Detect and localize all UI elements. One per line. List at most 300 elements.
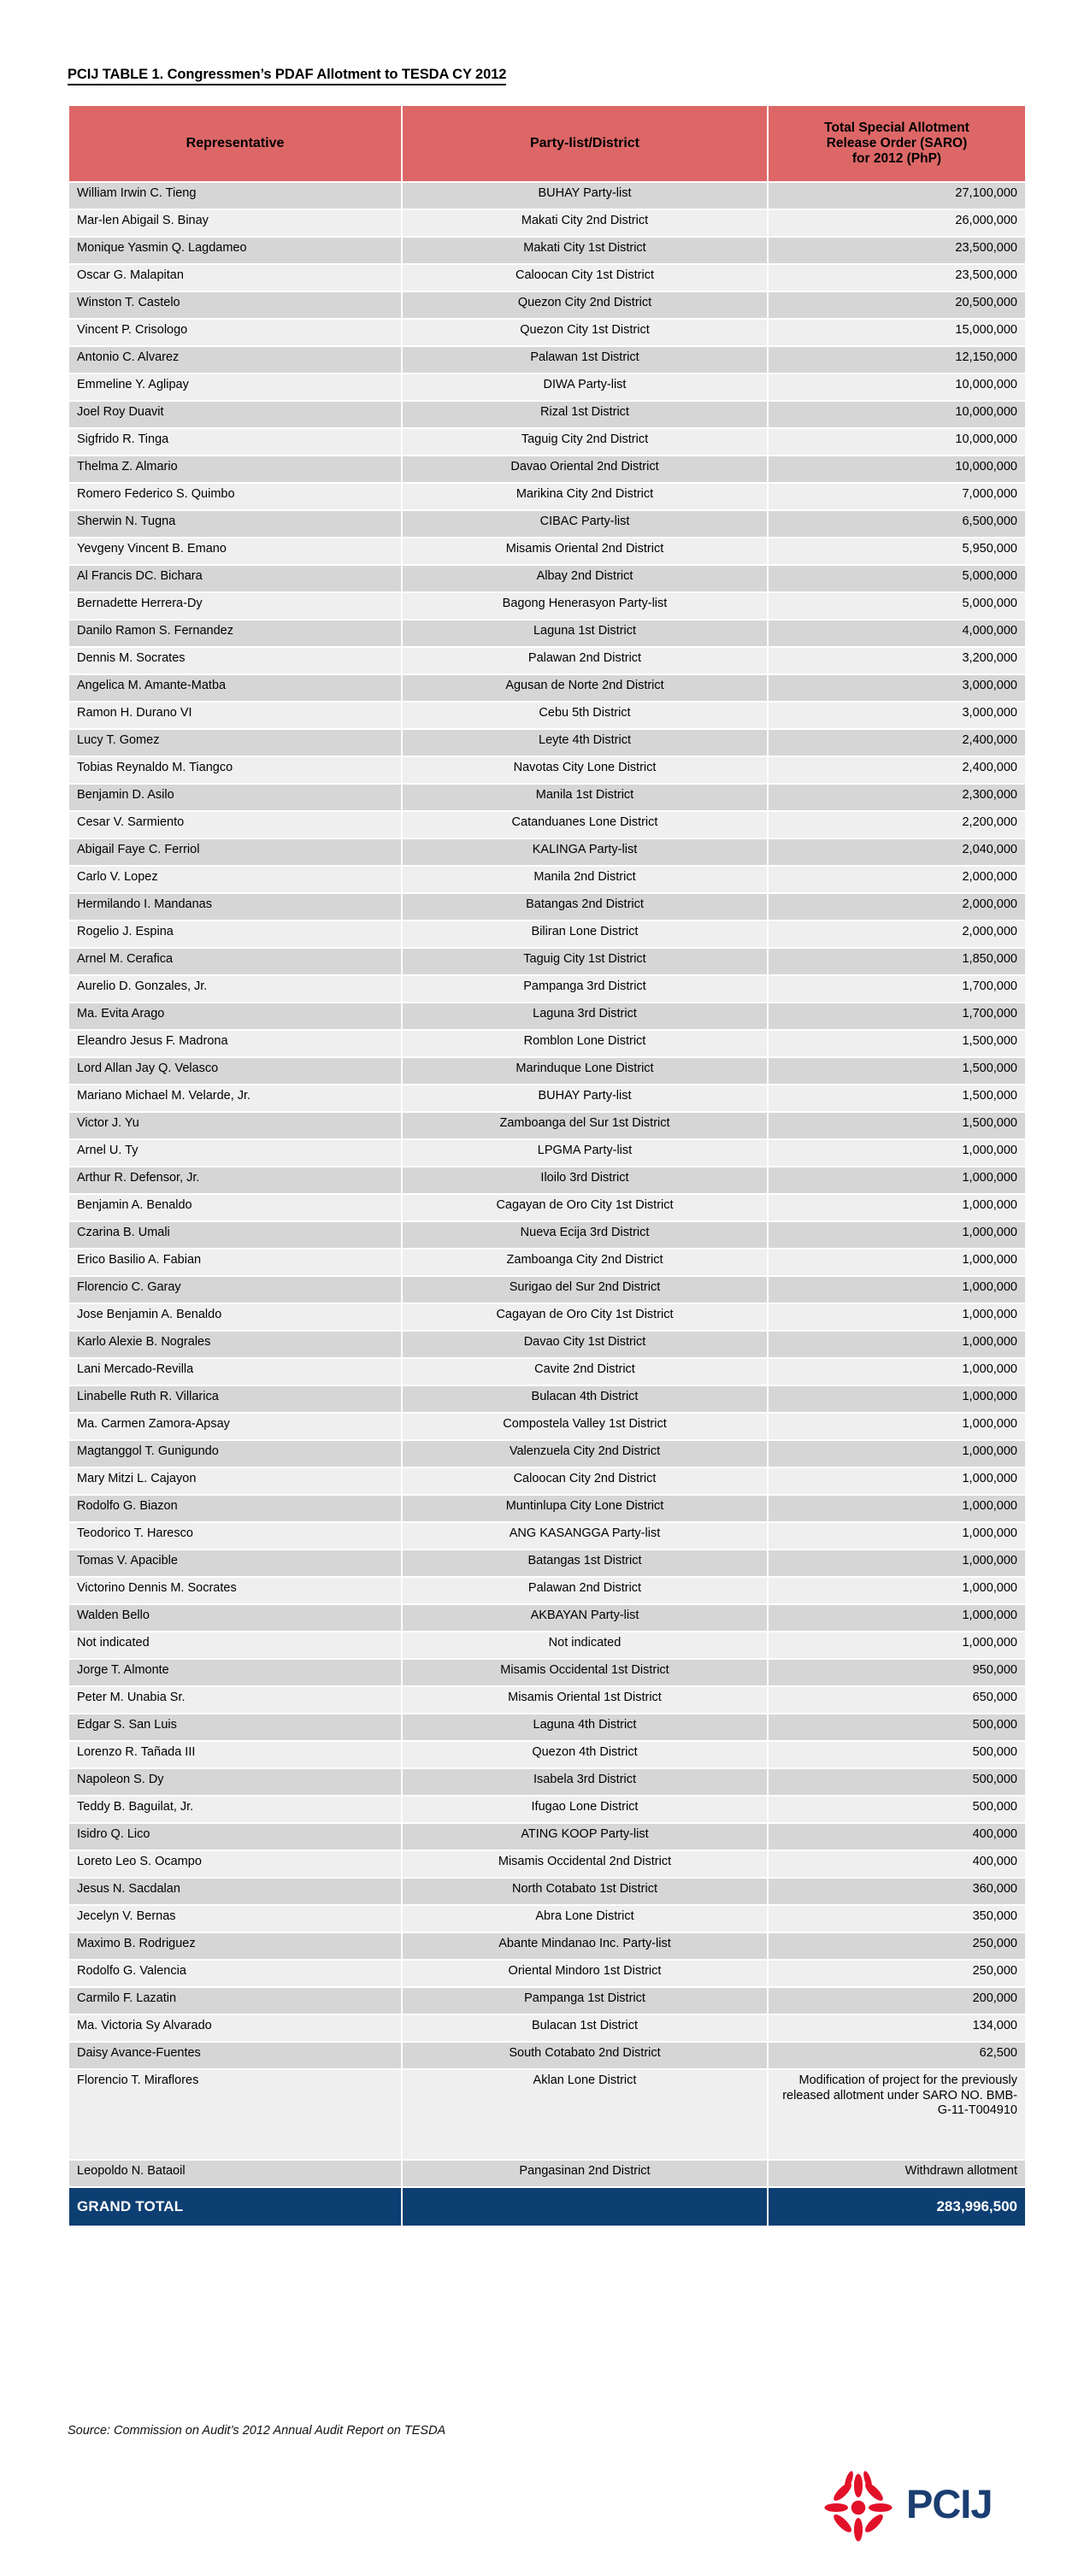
cell-district: Makati City 2nd District bbox=[403, 210, 767, 236]
table-row bbox=[69, 1742, 1025, 1767]
table-header bbox=[69, 106, 1025, 181]
table-row bbox=[69, 1222, 1025, 1248]
cell-representative: Vincent P. Crisologo bbox=[69, 320, 401, 345]
table-row bbox=[69, 1140, 1025, 1166]
table-row bbox=[69, 1687, 1025, 1713]
cell-amount: 400,000 bbox=[769, 1851, 1025, 1877]
cell-amount: 3,000,000 bbox=[769, 675, 1025, 701]
table-row bbox=[69, 976, 1025, 1002]
cell-district: Valenzuela City 2nd District bbox=[403, 1441, 767, 1467]
table-row bbox=[69, 484, 1025, 509]
cell-district: Isabela 3rd District bbox=[403, 1769, 767, 1795]
cell-representative: Benjamin A. Benaldo bbox=[69, 1195, 401, 1220]
cell-district: ANG KASANGGA Party-list bbox=[403, 1523, 767, 1549]
cell-representative: Victorino Dennis M. Socrates bbox=[69, 1578, 401, 1603]
cell-amount: 1,000,000 bbox=[769, 1632, 1025, 1658]
cell-representative: Arnel M. Cerafica bbox=[69, 949, 401, 974]
table-row bbox=[69, 1523, 1025, 1549]
table-row bbox=[69, 320, 1025, 345]
table-row bbox=[69, 1167, 1025, 1193]
cell-district: Navotas City Lone District bbox=[403, 757, 767, 783]
cell-amount: 1,500,000 bbox=[769, 1113, 1025, 1138]
cell-amount: 1,000,000 bbox=[769, 1250, 1025, 1275]
table-row bbox=[69, 1933, 1025, 1959]
cell-amount: 10,000,000 bbox=[769, 374, 1025, 400]
table-row bbox=[69, 1660, 1025, 1685]
cell-district: Caloocan City 2nd District bbox=[403, 1468, 767, 1494]
cell-amount: 1,000,000 bbox=[769, 1523, 1025, 1549]
cell-amount: 500,000 bbox=[769, 1742, 1025, 1767]
cell-representative: Aurelio D. Gonzales, Jr. bbox=[69, 976, 401, 1002]
cell-district: BUHAY Party-list bbox=[403, 1085, 767, 1111]
cell-district: Agusan de Norte 2nd District bbox=[403, 675, 767, 701]
cell-amount: 360,000 bbox=[769, 1879, 1025, 1904]
column-header-amount-line3: for 2012 (PhP) bbox=[851, 151, 942, 167]
cell-representative: Linabelle Ruth R. Villarica bbox=[69, 1386, 401, 1412]
cell-amount: 1,700,000 bbox=[769, 1003, 1025, 1029]
table-row bbox=[69, 183, 1025, 209]
cell-district: BUHAY Party-list bbox=[403, 183, 767, 209]
cell-representative: Florencio C. Garay bbox=[69, 1277, 401, 1303]
table-body bbox=[69, 183, 1025, 2186]
cell-representative: Bernadette Herrera-Dy bbox=[69, 593, 401, 619]
cell-amount: 2,300,000 bbox=[769, 785, 1025, 810]
cell-representative: Not indicated bbox=[69, 1632, 401, 1658]
cell-district: Misamis Occidental 1st District bbox=[403, 1660, 767, 1685]
cell-amount: 400,000 bbox=[769, 1824, 1025, 1850]
table-row bbox=[69, 1359, 1025, 1385]
column-header-amount-line2: Release Order (SARO) bbox=[826, 135, 968, 150]
cell-amount: 1,850,000 bbox=[769, 949, 1025, 974]
cell-amount: 1,000,000 bbox=[769, 1304, 1025, 1330]
cell-amount: 2,000,000 bbox=[769, 867, 1025, 892]
cell-amount: 1,700,000 bbox=[769, 976, 1025, 1002]
cell-district: Iloilo 3rd District bbox=[403, 1167, 767, 1193]
table-row bbox=[69, 456, 1025, 482]
table-row bbox=[69, 2070, 1025, 2159]
cell-district: Rizal 1st District bbox=[403, 402, 767, 427]
cell-amount: 250,000 bbox=[769, 1961, 1025, 1986]
table-row bbox=[69, 1277, 1025, 1303]
cell-representative: William Irwin C. Tieng bbox=[69, 183, 401, 209]
table-row bbox=[69, 1113, 1025, 1138]
cell-representative: Napoleon S. Dy bbox=[69, 1769, 401, 1795]
table-row bbox=[69, 1550, 1025, 1576]
cell-representative: Peter M. Unabia Sr. bbox=[69, 1687, 401, 1713]
cell-amount: 7,000,000 bbox=[769, 484, 1025, 509]
cell-district: Marikina City 2nd District bbox=[403, 484, 767, 509]
cell-district: Not indicated bbox=[403, 1632, 767, 1658]
cell-representative: Mary Mitzi L. Cajayon bbox=[69, 1468, 401, 1494]
table-row bbox=[69, 1386, 1025, 1412]
cell-district: Cagayan de Oro City 1st District bbox=[403, 1195, 767, 1220]
cell-amount: 1,000,000 bbox=[769, 1277, 1025, 1303]
table-row bbox=[69, 1332, 1025, 1357]
cell-district: Biliran Lone District bbox=[403, 921, 767, 947]
cell-representative: Eleandro Jesus F. Madrona bbox=[69, 1031, 401, 1056]
cell-amount: 2,400,000 bbox=[769, 730, 1025, 756]
cell-amount: 1,000,000 bbox=[769, 1195, 1025, 1220]
table-row bbox=[69, 1414, 1025, 1439]
table-footer bbox=[69, 2188, 1025, 2226]
cell-representative: Hermilando I. Mandanas bbox=[69, 894, 401, 920]
cell-amount: 2,000,000 bbox=[769, 894, 1025, 920]
table-row bbox=[69, 210, 1025, 236]
table-row bbox=[69, 867, 1025, 892]
cell-district: Batangas 2nd District bbox=[403, 894, 767, 920]
cell-amount: 200,000 bbox=[769, 1988, 1025, 2014]
cell-representative: Victor J. Yu bbox=[69, 1113, 401, 1138]
cell-amount: Modification of project for the previously released allotment under SARO NO. BMB-G-11-T004910 bbox=[769, 2070, 1025, 2159]
cell-district: Marinduque Lone District bbox=[403, 1058, 767, 1084]
cell-representative: Rodolfo G. Biazon bbox=[69, 1496, 401, 1521]
cell-amount: 2,200,000 bbox=[769, 812, 1025, 838]
cell-district: Quezon City 1st District bbox=[403, 320, 767, 345]
cell-amount: 1,000,000 bbox=[769, 1468, 1025, 1494]
cell-representative: Isidro Q. Lico bbox=[69, 1824, 401, 1850]
cell-amount: 500,000 bbox=[769, 1769, 1025, 1795]
cell-district: Bulacan 1st District bbox=[403, 2015, 767, 2041]
cell-representative: Carmilo F. Lazatin bbox=[69, 1988, 401, 2014]
cell-district: Ifugao Lone District bbox=[403, 1797, 767, 1822]
cell-district: Aklan Lone District bbox=[403, 2070, 767, 2159]
cell-representative: Thelma Z. Almario bbox=[69, 456, 401, 482]
cell-representative: Arnel U. Ty bbox=[69, 1140, 401, 1166]
table-row bbox=[69, 402, 1025, 427]
cell-representative: Arthur R. Defensor, Jr. bbox=[69, 1167, 401, 1193]
cell-representative: Maximo B. Rodriguez bbox=[69, 1933, 401, 1959]
table-row bbox=[69, 1058, 1025, 1084]
cell-district: South Cotabato 2nd District bbox=[403, 2043, 767, 2068]
cell-amount: 20,500,000 bbox=[769, 292, 1025, 318]
table-row bbox=[69, 1496, 1025, 1521]
cell-representative: Lucy T. Gomez bbox=[69, 730, 401, 756]
table-row bbox=[69, 1085, 1025, 1111]
cell-representative: Mariano Michael M. Velarde, Jr. bbox=[69, 1085, 401, 1111]
cell-representative: Jecelyn V. Bernas bbox=[69, 1906, 401, 1932]
cell-district: Cavite 2nd District bbox=[403, 1359, 767, 1385]
cell-district: Quezon 4th District bbox=[403, 1742, 767, 1767]
cell-amount: 1,000,000 bbox=[769, 1167, 1025, 1193]
cell-representative: Jorge T. Almonte bbox=[69, 1660, 401, 1685]
table-row bbox=[69, 429, 1025, 455]
cell-amount: 1,000,000 bbox=[769, 1550, 1025, 1576]
cell-representative: Danilo Ramon S. Fernandez bbox=[69, 620, 401, 646]
table-row bbox=[69, 1578, 1025, 1603]
table-row bbox=[69, 1195, 1025, 1220]
pdaf-table-container bbox=[68, 104, 1023, 2227]
cell-district: Palawan 2nd District bbox=[403, 1578, 767, 1603]
cell-district: Misamis Oriental 2nd District bbox=[403, 538, 767, 564]
cell-district: Laguna 1st District bbox=[403, 620, 767, 646]
table-row bbox=[69, 538, 1025, 564]
cell-representative: Monique Yasmin Q. Lagdameo bbox=[69, 238, 401, 263]
table-row bbox=[69, 757, 1025, 783]
table-row bbox=[69, 1250, 1025, 1275]
cell-amount: 62,500 bbox=[769, 2043, 1025, 2068]
cell-district: Muntinlupa City Lone District bbox=[403, 1496, 767, 1521]
table-row bbox=[69, 1632, 1025, 1658]
cell-district: Misamis Occidental 2nd District bbox=[403, 1851, 767, 1877]
column-header-amount bbox=[769, 106, 1025, 181]
cell-district: Misamis Oriental 1st District bbox=[403, 1687, 767, 1713]
grand-total-label: GRAND TOTAL bbox=[69, 2188, 401, 2226]
cell-amount: 500,000 bbox=[769, 1714, 1025, 1740]
cell-representative: Loreto Leo S. Ocampo bbox=[69, 1851, 401, 1877]
cell-amount: 23,500,000 bbox=[769, 265, 1025, 291]
cell-representative: Dennis M. Socrates bbox=[69, 648, 401, 673]
table-row bbox=[69, 1441, 1025, 1467]
cell-representative: Mar-len Abigail S. Binay bbox=[69, 210, 401, 236]
cell-district: Laguna 4th District bbox=[403, 1714, 767, 1740]
table-row bbox=[69, 566, 1025, 591]
cell-amount: 1,000,000 bbox=[769, 1140, 1025, 1166]
cell-representative: Antonio C. Alvarez bbox=[69, 347, 401, 373]
table-row bbox=[69, 1605, 1025, 1631]
table-row bbox=[69, 703, 1025, 728]
table-row bbox=[69, 1003, 1025, 1029]
cell-representative: Edgar S. San Luis bbox=[69, 1714, 401, 1740]
cell-representative: Magtanggol T. Gunigundo bbox=[69, 1441, 401, 1467]
table-row bbox=[69, 292, 1025, 318]
cell-district: Pampanga 1st District bbox=[403, 1988, 767, 2014]
table-row bbox=[69, 1797, 1025, 1822]
cell-amount: 5,000,000 bbox=[769, 593, 1025, 619]
cell-representative: Oscar G. Malapitan bbox=[69, 265, 401, 291]
table-row bbox=[69, 1468, 1025, 1494]
table-row bbox=[69, 1879, 1025, 1904]
cell-amount: 5,000,000 bbox=[769, 566, 1025, 591]
cell-district: Bagong Henerasyon Party-list bbox=[403, 593, 767, 619]
table-row bbox=[69, 1714, 1025, 1740]
table-row bbox=[69, 921, 1025, 947]
cell-amount: 6,500,000 bbox=[769, 511, 1025, 537]
cell-district: Surigao del Sur 2nd District bbox=[403, 1277, 767, 1303]
table-row bbox=[69, 785, 1025, 810]
cell-district: Batangas 1st District bbox=[403, 1550, 767, 1576]
cell-representative: Czarina B. Umali bbox=[69, 1222, 401, 1248]
cell-representative: Joel Roy Duavit bbox=[69, 402, 401, 427]
cell-amount: 3,200,000 bbox=[769, 648, 1025, 673]
cell-amount: 1,500,000 bbox=[769, 1058, 1025, 1084]
cell-amount: 12,150,000 bbox=[769, 347, 1025, 373]
header-row bbox=[69, 106, 1025, 181]
cell-representative: Walden Bello bbox=[69, 1605, 401, 1631]
cell-representative: Carlo V. Lopez bbox=[69, 867, 401, 892]
grand-total-spacer bbox=[403, 2188, 767, 2226]
cell-representative: Ramon H. Durano VI bbox=[69, 703, 401, 728]
cell-representative: Sherwin N. Tugna bbox=[69, 511, 401, 537]
table-row bbox=[69, 1988, 1025, 2014]
table-row bbox=[69, 812, 1025, 838]
cell-amount: 1,000,000 bbox=[769, 1222, 1025, 1248]
cell-representative: Winston T. Castelo bbox=[69, 292, 401, 318]
cell-amount: 3,000,000 bbox=[769, 703, 1025, 728]
grand-total-row bbox=[69, 2188, 1025, 2226]
cell-district: Quezon City 2nd District bbox=[403, 292, 767, 318]
table-row bbox=[69, 1906, 1025, 1932]
cell-amount: 250,000 bbox=[769, 1933, 1025, 1959]
cell-representative: Ma. Evita Arago bbox=[69, 1003, 401, 1029]
table-row bbox=[69, 265, 1025, 291]
cell-amount: 4,000,000 bbox=[769, 620, 1025, 646]
pdaf-allotment-table bbox=[68, 104, 1027, 2227]
cell-amount: 950,000 bbox=[769, 1660, 1025, 1685]
cell-amount: 2,400,000 bbox=[769, 757, 1025, 783]
cell-district: Davao City 1st District bbox=[403, 1332, 767, 1357]
cell-district: Manila 2nd District bbox=[403, 867, 767, 892]
cell-amount: 1,500,000 bbox=[769, 1085, 1025, 1111]
cell-amount: Withdrawn allotment bbox=[769, 2161, 1025, 2186]
cell-amount: 134,000 bbox=[769, 2015, 1025, 2041]
cell-district: CIBAC Party-list bbox=[403, 511, 767, 537]
cell-district: North Cotabato 1st District bbox=[403, 1879, 767, 1904]
cell-district: Albay 2nd District bbox=[403, 566, 767, 591]
cell-amount: 1,000,000 bbox=[769, 1414, 1025, 1439]
cell-amount: 5,950,000 bbox=[769, 538, 1025, 564]
cell-district: Zamboanga City 2nd District bbox=[403, 1250, 767, 1275]
cell-amount: 10,000,000 bbox=[769, 429, 1025, 455]
cell-representative: Teddy B. Baguilat, Jr. bbox=[69, 1797, 401, 1822]
cell-representative: Tomas V. Apacible bbox=[69, 1550, 401, 1576]
pcij-logo-text: PCIJ bbox=[906, 2481, 993, 2526]
cell-district: Laguna 3rd District bbox=[403, 1003, 767, 1029]
cell-district: Manila 1st District bbox=[403, 785, 767, 810]
cell-representative: Romero Federico S. Quimbo bbox=[69, 484, 401, 509]
cell-representative: Rodolfo G. Valencia bbox=[69, 1961, 401, 1986]
cell-amount: 1,000,000 bbox=[769, 1359, 1025, 1385]
column-header-amount-line1: Total Special Allotment bbox=[824, 120, 969, 135]
cell-representative: Erico Basilio A. Fabian bbox=[69, 1250, 401, 1275]
column-header-representative: Representative bbox=[69, 106, 401, 181]
cell-amount: 1,000,000 bbox=[769, 1332, 1025, 1357]
cell-representative: Cesar V. Sarmiento bbox=[69, 812, 401, 838]
table-row bbox=[69, 1031, 1025, 1056]
cell-representative: Ma. Victoria Sy Alvarado bbox=[69, 2015, 401, 2041]
cell-representative: Rogelio J. Espina bbox=[69, 921, 401, 947]
source-note: Source: Commission on Audit’s 2012 Annual Audit Report on TESDA bbox=[68, 2424, 446, 2438]
table-row bbox=[69, 675, 1025, 701]
table-row bbox=[69, 347, 1025, 373]
grand-total-amount: 283,996,500 bbox=[769, 2188, 1025, 2226]
cell-representative: Angelica M. Amante-Matba bbox=[69, 675, 401, 701]
table-row bbox=[69, 620, 1025, 646]
cell-amount: 650,000 bbox=[769, 1687, 1025, 1713]
cell-representative: Teodorico T. Haresco bbox=[69, 1523, 401, 1549]
cell-amount: 1,000,000 bbox=[769, 1496, 1025, 1521]
cell-amount: 1,500,000 bbox=[769, 1031, 1025, 1056]
table-row bbox=[69, 949, 1025, 974]
cell-district: Pangasinan 2nd District bbox=[403, 2161, 767, 2186]
cell-district: Nueva Ecija 3rd District bbox=[403, 1222, 767, 1248]
cell-representative: Lord Allan Jay Q. Velasco bbox=[69, 1058, 401, 1084]
cell-district: Davao Oriental 2nd District bbox=[403, 456, 767, 482]
table-row bbox=[69, 1304, 1025, 1330]
cell-district: Pampanga 3rd District bbox=[403, 976, 767, 1002]
cell-representative: Sigfrido R. Tinga bbox=[69, 429, 401, 455]
table-row bbox=[69, 2043, 1025, 2068]
cell-representative: Ma. Carmen Zamora-Apsay bbox=[69, 1414, 401, 1439]
cell-district: Oriental Mindoro 1st District bbox=[403, 1961, 767, 1986]
cell-district: Palawan 2nd District bbox=[403, 648, 767, 673]
cell-district: Catanduanes Lone District bbox=[403, 812, 767, 838]
cell-district: Bulacan 4th District bbox=[403, 1386, 767, 1412]
cell-amount: 10,000,000 bbox=[769, 402, 1025, 427]
cell-district: Caloocan City 1st District bbox=[403, 265, 767, 291]
table-row bbox=[69, 1961, 1025, 1986]
table-row bbox=[69, 839, 1025, 865]
table-row bbox=[69, 894, 1025, 920]
cell-district: Makati City 1st District bbox=[403, 238, 767, 263]
cell-amount: 27,100,000 bbox=[769, 183, 1025, 209]
cell-district: LPGMA Party-list bbox=[403, 1140, 767, 1166]
cell-amount: 26,000,000 bbox=[769, 210, 1025, 236]
cell-district: Compostela Valley 1st District bbox=[403, 1414, 767, 1439]
cell-representative: Florencio T. Miraflores bbox=[69, 2070, 401, 2159]
cell-district: Cebu 5th District bbox=[403, 703, 767, 728]
table-row bbox=[69, 2161, 1025, 2186]
page-title-container bbox=[68, 67, 506, 85]
cell-amount: 15,000,000 bbox=[769, 320, 1025, 345]
cell-amount: 1,000,000 bbox=[769, 1441, 1025, 1467]
cell-representative: Lorenzo R. Tañada III bbox=[69, 1742, 401, 1767]
cell-amount: 1,000,000 bbox=[769, 1578, 1025, 1603]
cell-representative: Tobias Reynaldo M. Tiangco bbox=[69, 757, 401, 783]
cell-amount: 500,000 bbox=[769, 1797, 1025, 1822]
cell-district: KALINGA Party-list bbox=[403, 839, 767, 865]
pcij-starburst-icon bbox=[819, 2468, 898, 2547]
table-row bbox=[69, 511, 1025, 537]
column-header-district: Party-list/District bbox=[403, 106, 767, 181]
cell-representative: Abigail Faye C. Ferriol bbox=[69, 839, 401, 865]
table-row bbox=[69, 2015, 1025, 2041]
cell-district: ATING KOOP Party-list bbox=[403, 1824, 767, 1850]
cell-representative: Emmeline Y. Aglipay bbox=[69, 374, 401, 400]
cell-amount: 2,040,000 bbox=[769, 839, 1025, 865]
cell-representative: Yevgeny Vincent B. Emano bbox=[69, 538, 401, 564]
table-row bbox=[69, 238, 1025, 263]
cell-representative: Daisy Avance-Fuentes bbox=[69, 2043, 401, 2068]
cell-district: Abante Mindanao Inc. Party-list bbox=[403, 1933, 767, 1959]
cell-district: DIWA Party-list bbox=[403, 374, 767, 400]
cell-representative: Jesus N. Sacdalan bbox=[69, 1879, 401, 1904]
cell-district: Zamboanga del Sur 1st District bbox=[403, 1113, 767, 1138]
table-row bbox=[69, 1769, 1025, 1795]
cell-representative: Lani Mercado-Revilla bbox=[69, 1359, 401, 1385]
cell-district: Taguig City 2nd District bbox=[403, 429, 767, 455]
table-row bbox=[69, 648, 1025, 673]
cell-district: Palawan 1st District bbox=[403, 347, 767, 373]
cell-amount: 2,000,000 bbox=[769, 921, 1025, 947]
cell-district: Cagayan de Oro City 1st District bbox=[403, 1304, 767, 1330]
cell-amount: 350,000 bbox=[769, 1906, 1025, 1932]
cell-amount: 23,500,000 bbox=[769, 238, 1025, 263]
table-row bbox=[69, 593, 1025, 619]
cell-representative: Al Francis DC. Bichara bbox=[69, 566, 401, 591]
cell-representative: Karlo Alexie B. Nograles bbox=[69, 1332, 401, 1357]
table-row bbox=[69, 1824, 1025, 1850]
cell-district: Romblon Lone District bbox=[403, 1031, 767, 1056]
page-title: PCIJ TABLE 1. Congressmen’s PDAF Allotment to TESDA CY 2012 bbox=[68, 67, 506, 85]
cell-representative: Leopoldo N. Bataoil bbox=[69, 2161, 401, 2186]
cell-district: Taguig City 1st District bbox=[403, 949, 767, 974]
table-row bbox=[69, 374, 1025, 400]
cell-representative: Benjamin D. Asilo bbox=[69, 785, 401, 810]
cell-amount: 1,000,000 bbox=[769, 1386, 1025, 1412]
cell-district: Abra Lone District bbox=[403, 1906, 767, 1932]
cell-representative: Jose Benjamin A. Benaldo bbox=[69, 1304, 401, 1330]
cell-amount: 10,000,000 bbox=[769, 456, 1025, 482]
